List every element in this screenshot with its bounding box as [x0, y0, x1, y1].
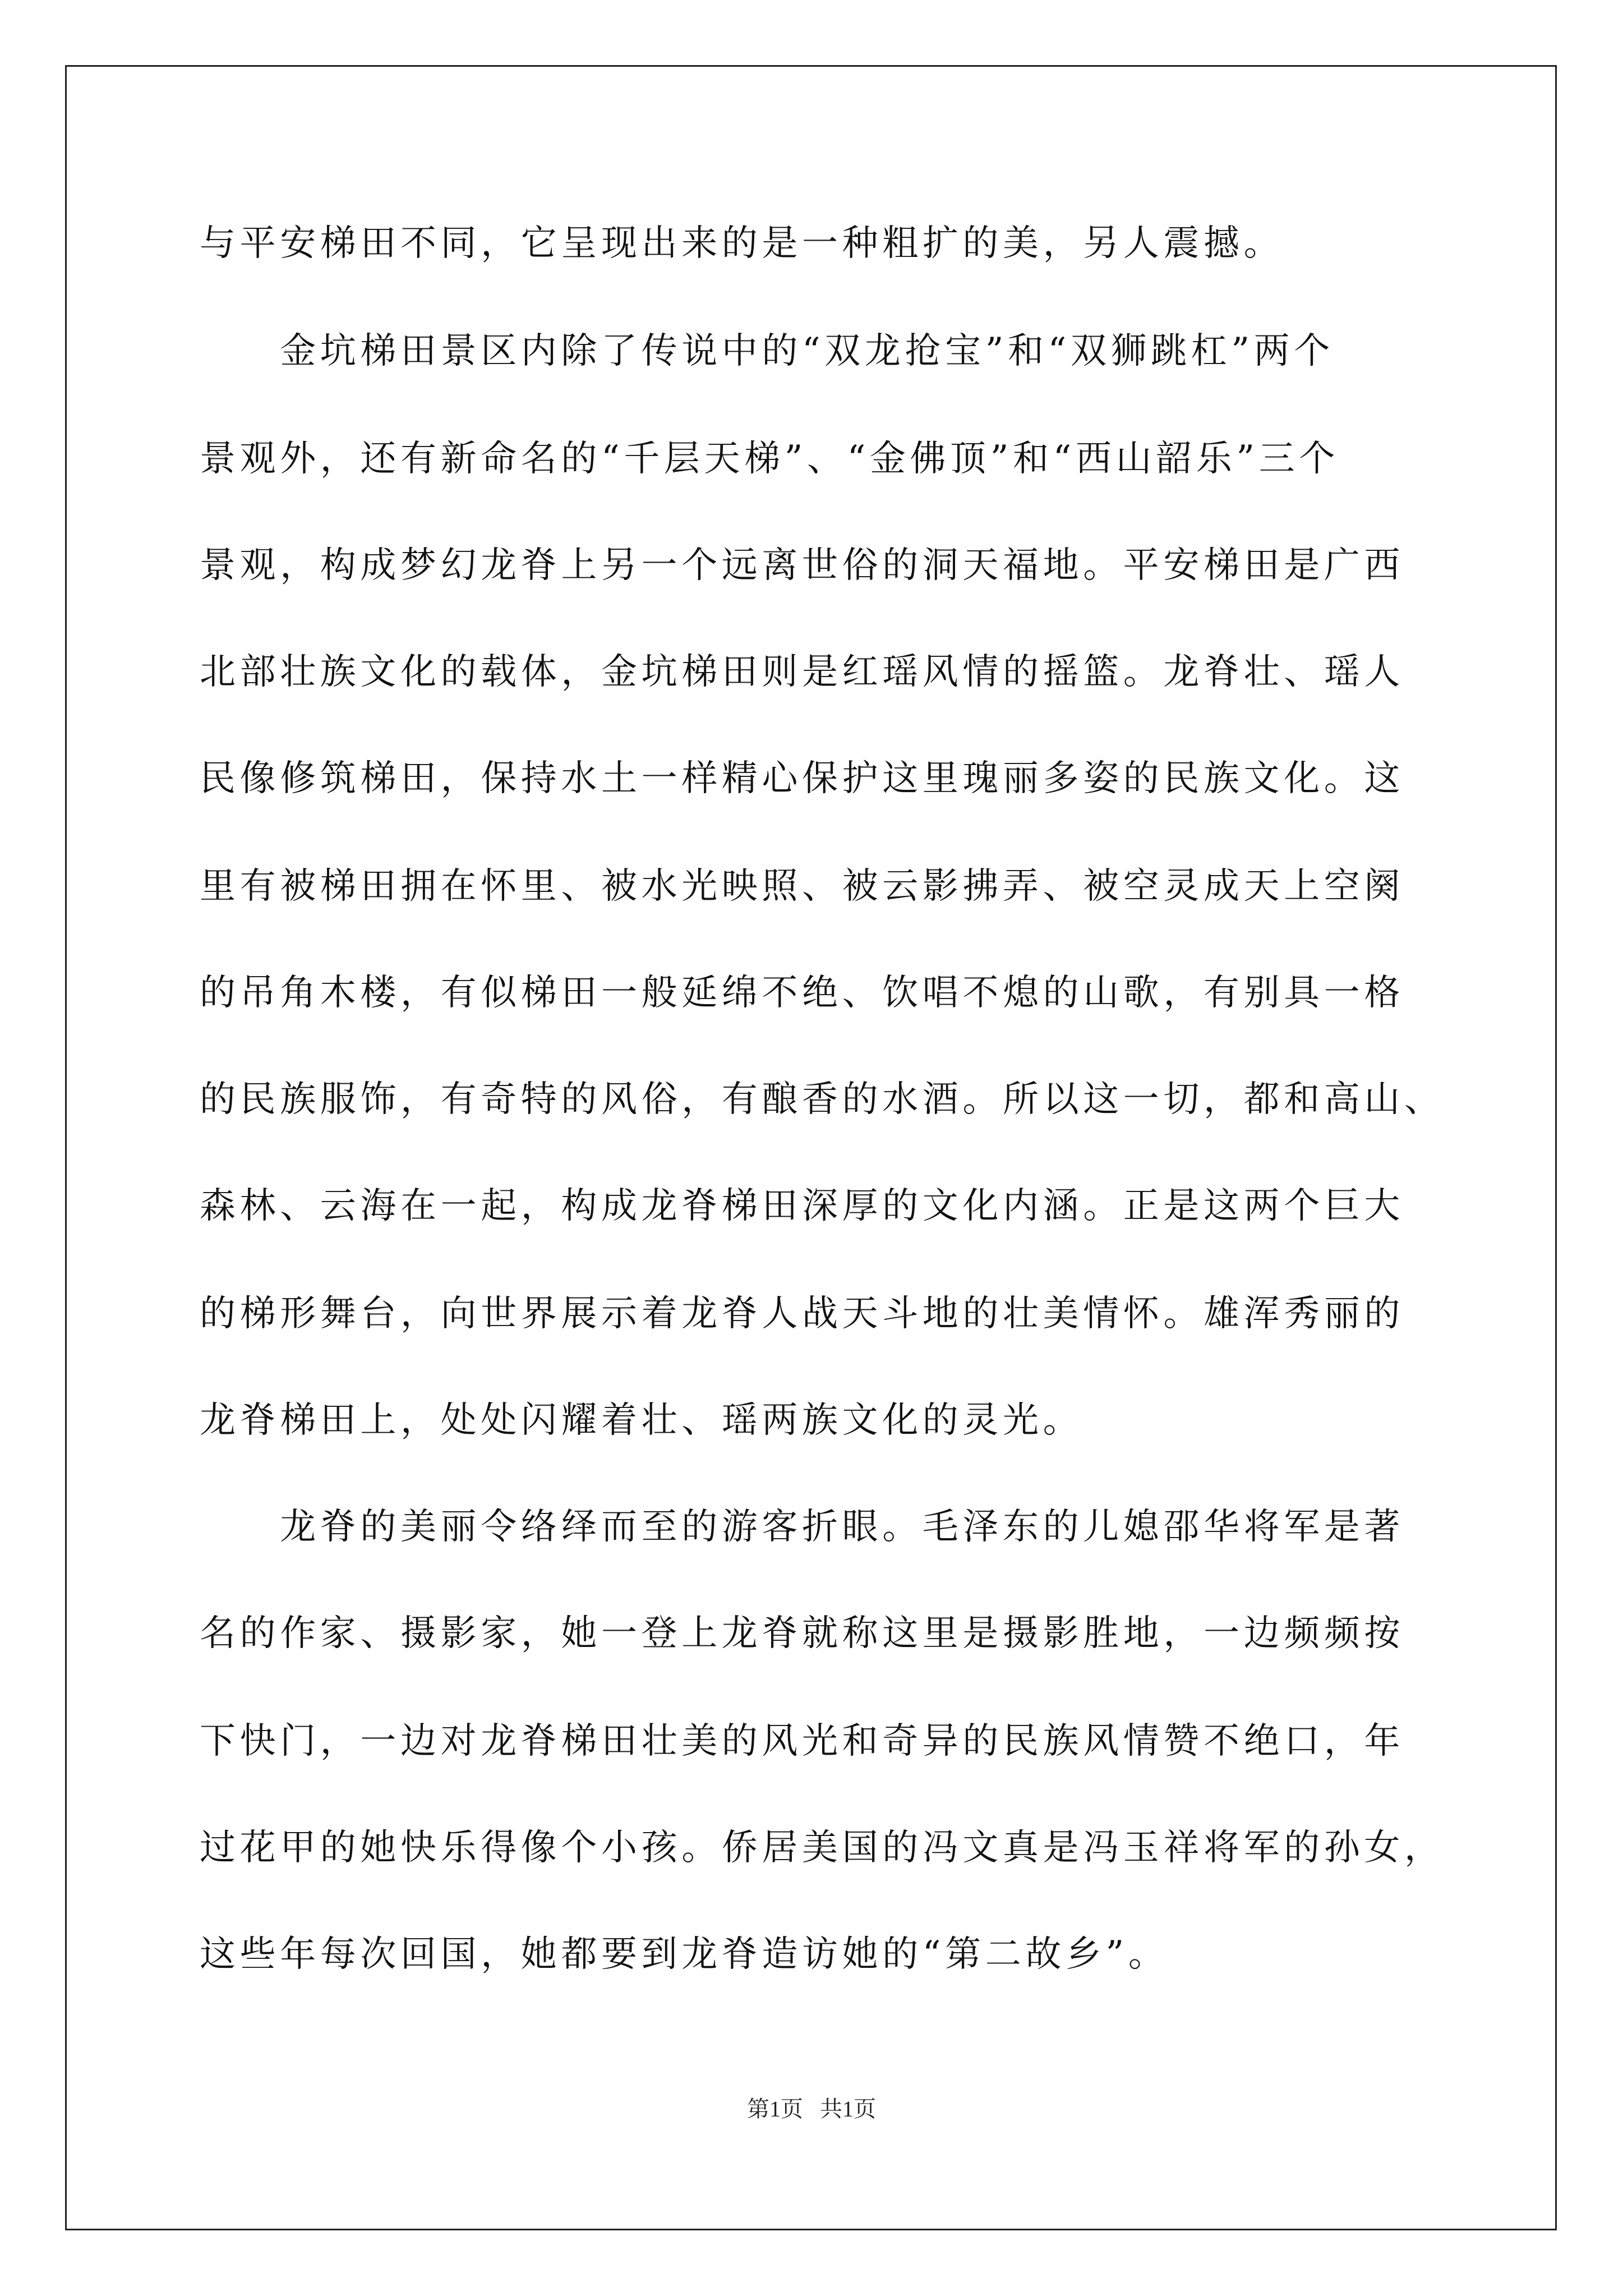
text-line: 的梯形舞台，向世界展示着龙脊人战天斗地的壮美情怀。雄浑秀丽的 [200, 1293, 1404, 1335]
text-line: 景观外，还有新命名的“千层天梯”、“金佛顶”和“西山韶乐”三个 [200, 438, 1339, 480]
text-line: 北部壮族文化的载体，金坑梯田则是红瑶风情的摇篮。龙脊壮、瑶人 [200, 651, 1404, 693]
text-line: 景观，构成梦幻龙脊上另一个远离世俗的洞天福地。平安梯田是广西 [200, 545, 1404, 586]
text-line: 与平安梯田不同，它呈现出来的是一种粗扩的美，另人震撼。 [200, 223, 1284, 264]
text-line: 过花甲的她快乐得像个小孩。侨居美国的冯文真是冯玉祥将军的孙女， [200, 1827, 1445, 1869]
text-line: 民像修筑梯田，保持水土一样精心保护这里瑰丽多姿的民族文化。这 [200, 758, 1404, 799]
text-line: 名的作家、摄影家，她一登上龙脊就称这里是摄影胜地，一边频频按 [200, 1613, 1404, 1654]
text-line: 森林、云海在一起，构成龙脊梯田深厚的文化内涵。正是这两个巨大 [200, 1185, 1404, 1227]
page-border [65, 65, 1557, 2230]
text-line: 的民族服饰，有奇特的风俗，有酿香的水酒。所以这一切，都和高山、 [200, 1079, 1445, 1120]
text-line: 里有被梯田拥在怀里、被水光映照、被云影拂弄、被空灵成天上空阕 [200, 866, 1404, 907]
text-line: 龙脊梯田上，处处闪耀着壮、瑶两族文化的灵光。 [200, 1400, 1083, 1441]
text-line: 这些年每次回国，她都要到龙脊造访她的“第二故乡”。 [200, 1934, 1169, 1975]
page-number-footer: 第1页 共1页 [747, 2096, 876, 2122]
text-line: 的吊角木楼，有似梯田一般延绵不绝、饮唱不熄的山歌，有别具一格 [200, 972, 1404, 1014]
text-line: 龙脊的美丽令络绎而至的游客折眼。毛泽东的儿媳邵华将军是著 [200, 1506, 1404, 1548]
text-line: 下快门，一边对龙脊梯田壮美的风光和奇异的民族风情赞不绝口，年 [200, 1720, 1404, 1762]
text-line: 金坑梯田景区内除了传说中的“双龙抢宝”和“双狮跳杠”两个 [200, 330, 1334, 372]
